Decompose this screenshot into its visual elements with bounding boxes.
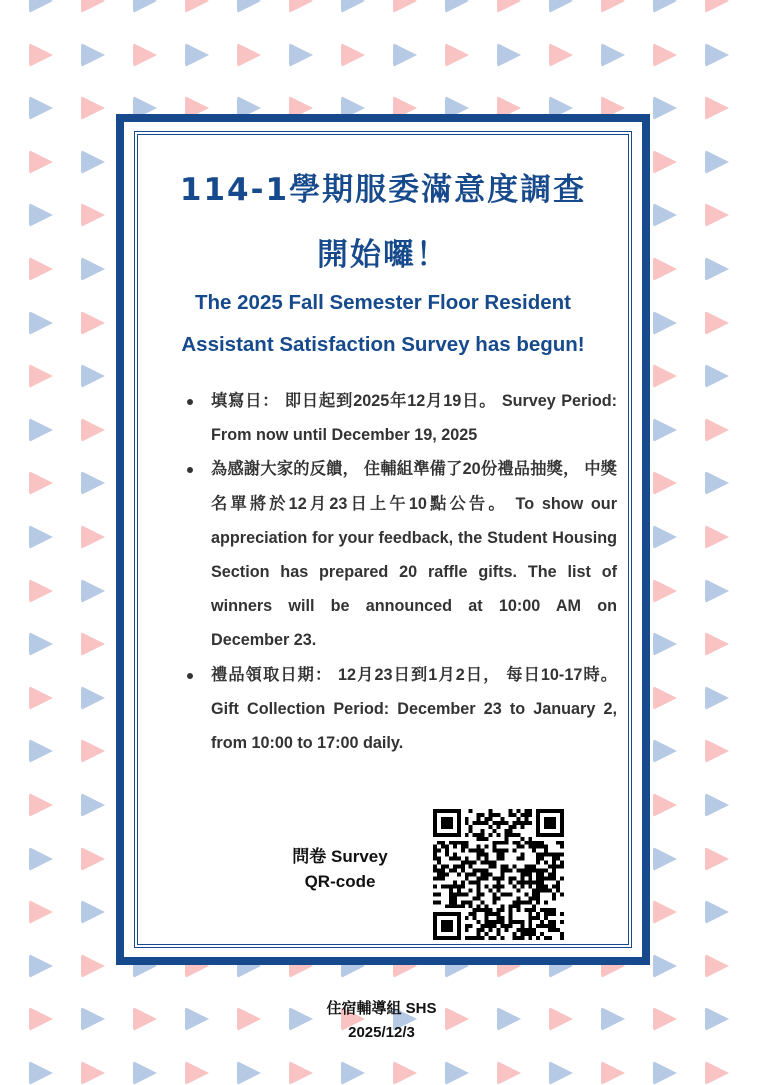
play-triangle-icon	[81, 364, 105, 388]
play-triangle-icon	[445, 1061, 469, 1085]
qr-label-line1: 問卷 Survey	[292, 847, 388, 866]
play-triangle-icon	[653, 1061, 677, 1085]
play-triangle-icon	[29, 686, 53, 710]
play-triangle-icon	[393, 0, 417, 13]
bullet-text: 填寫日： 即日起到2025年12月19日。 Survey Period: From now until December 19, 2025	[211, 392, 617, 445]
play-triangle-icon	[81, 793, 105, 817]
play-triangle-icon	[653, 579, 677, 603]
play-triangle-icon	[29, 311, 53, 335]
play-triangle-icon	[497, 0, 521, 13]
play-triangle-icon	[497, 1061, 521, 1085]
play-triangle-icon	[81, 311, 105, 335]
play-triangle-icon	[653, 793, 677, 817]
play-triangle-icon	[81, 900, 105, 924]
play-triangle-icon	[705, 203, 729, 227]
play-triangle-icon	[185, 43, 209, 67]
title-english	[135, 282, 631, 366]
play-triangle-icon	[81, 203, 105, 227]
bullet-gift-collection	[181, 658, 617, 761]
play-triangle-icon	[29, 150, 53, 174]
play-triangle-icon	[393, 1061, 417, 1085]
title-english-line1: The 2025 Fall Semester Floor Resident	[195, 291, 571, 314]
play-triangle-icon	[185, 0, 209, 13]
play-triangle-icon	[289, 43, 313, 67]
play-triangle-icon	[445, 0, 469, 13]
bullet-dot-icon	[187, 467, 193, 473]
play-triangle-icon	[29, 203, 53, 227]
play-triangle-icon	[653, 847, 677, 871]
poster-frame	[116, 114, 650, 965]
play-triangle-icon	[601, 43, 625, 67]
bullet-text: 禮品領取日期： 12月23日到1月2日， 每日10-17時。 Gift Collection Period: December 23 to January 2, from 10:00 to 17:00 daily.	[211, 665, 617, 753]
play-triangle-icon	[81, 96, 105, 120]
play-triangle-icon	[133, 43, 157, 67]
play-triangle-icon	[133, 1061, 157, 1085]
play-triangle-icon	[705, 686, 729, 710]
play-triangle-icon	[29, 0, 53, 13]
footer-organization: 住宿輔導組 SHS	[326, 1000, 437, 1017]
play-triangle-icon	[185, 1061, 209, 1085]
play-triangle-icon	[29, 847, 53, 871]
play-triangle-icon	[29, 579, 53, 603]
title-english-line2: Assistant Satisfaction Survey has begun!	[181, 333, 585, 356]
play-triangle-icon	[653, 900, 677, 924]
play-triangle-icon	[653, 364, 677, 388]
bullet-raffle	[181, 452, 617, 657]
play-triangle-icon	[705, 847, 729, 871]
play-triangle-icon	[705, 150, 729, 174]
play-triangle-icon	[29, 364, 53, 388]
play-triangle-icon	[29, 954, 53, 978]
play-triangle-icon	[549, 43, 573, 67]
play-triangle-icon	[549, 1061, 573, 1085]
poster-inner-border	[134, 131, 632, 948]
play-triangle-icon	[705, 632, 729, 656]
play-triangle-icon	[653, 632, 677, 656]
play-triangle-icon	[81, 43, 105, 67]
play-triangle-icon	[705, 525, 729, 549]
play-triangle-icon	[705, 311, 729, 335]
play-triangle-icon	[705, 900, 729, 924]
title-chinese-line1: 114-1學期服委滿意度調查	[179, 172, 587, 208]
play-triangle-icon	[601, 1061, 625, 1085]
play-triangle-icon	[601, 0, 625, 13]
footer-date: 2025/12/3	[348, 1024, 415, 1041]
play-triangle-icon	[653, 0, 677, 13]
play-triangle-icon	[81, 257, 105, 281]
bullet-survey-period	[181, 384, 617, 452]
play-triangle-icon	[653, 150, 677, 174]
play-triangle-icon	[705, 739, 729, 763]
play-triangle-icon	[29, 418, 53, 442]
play-triangle-icon	[653, 203, 677, 227]
play-triangle-icon	[81, 847, 105, 871]
play-triangle-icon	[705, 579, 729, 603]
bullet-dot-icon	[187, 673, 193, 679]
play-triangle-icon	[29, 43, 53, 67]
play-triangle-icon	[653, 96, 677, 120]
play-triangle-icon	[81, 471, 105, 495]
play-triangle-icon	[705, 793, 729, 817]
info-bullet-list	[181, 384, 617, 760]
qr-code-label	[275, 844, 405, 894]
play-triangle-icon	[81, 525, 105, 549]
play-triangle-icon	[81, 579, 105, 603]
play-triangle-icon	[237, 43, 261, 67]
play-triangle-icon	[29, 1061, 53, 1085]
title-chinese-line2: 開始囉！	[317, 237, 449, 273]
play-triangle-icon	[497, 43, 521, 67]
play-triangle-icon	[705, 471, 729, 495]
play-triangle-icon	[549, 0, 573, 13]
play-triangle-icon	[29, 793, 53, 817]
play-triangle-icon	[653, 954, 677, 978]
play-triangle-icon	[237, 0, 261, 13]
play-triangle-icon	[81, 954, 105, 978]
play-triangle-icon	[705, 257, 729, 281]
play-triangle-icon	[393, 43, 417, 67]
play-triangle-icon	[289, 0, 313, 13]
play-triangle-icon	[81, 150, 105, 174]
play-triangle-icon	[29, 471, 53, 495]
play-triangle-icon	[341, 1061, 365, 1085]
play-triangle-icon	[341, 0, 365, 13]
play-triangle-icon	[705, 0, 729, 13]
play-triangle-icon	[29, 525, 53, 549]
qr-code-icon	[433, 809, 564, 940]
bullet-text: 為感謝大家的反饋， 住輔組準備了20份禮品抽獎， 中獎名單將於12月23日上午10點公告。 To show our appreciation for your feedback, the Student Housing Section has prepared 20 raffle gifts. The list of winners will be announced at 10:00 AM on December 23.	[211, 460, 617, 650]
play-triangle-icon	[653, 525, 677, 549]
play-triangle-icon	[705, 96, 729, 120]
play-triangle-icon	[653, 43, 677, 67]
play-triangle-icon	[81, 686, 105, 710]
play-triangle-icon	[653, 686, 677, 710]
play-triangle-icon	[705, 1061, 729, 1085]
play-triangle-icon	[705, 364, 729, 388]
play-triangle-icon	[237, 1061, 261, 1085]
play-triangle-icon	[289, 1061, 313, 1085]
play-triangle-icon	[133, 0, 157, 13]
play-triangle-icon	[705, 43, 729, 67]
play-triangle-icon	[29, 257, 53, 281]
play-triangle-icon	[29, 632, 53, 656]
play-triangle-icon	[81, 739, 105, 763]
play-triangle-icon	[81, 418, 105, 442]
bullet-dot-icon	[187, 399, 193, 405]
play-triangle-icon	[653, 257, 677, 281]
play-triangle-icon	[653, 739, 677, 763]
qr-label-line2: QR-code	[304, 872, 376, 891]
play-triangle-icon	[653, 418, 677, 442]
play-triangle-icon	[341, 43, 365, 67]
survey-qr-code[interactable]	[433, 809, 564, 940]
play-triangle-icon	[81, 0, 105, 13]
play-triangle-icon	[653, 471, 677, 495]
play-triangle-icon	[653, 311, 677, 335]
play-triangle-icon	[81, 1061, 105, 1085]
play-triangle-icon	[705, 418, 729, 442]
play-triangle-icon	[445, 43, 469, 67]
play-triangle-icon	[29, 739, 53, 763]
play-triangle-icon	[705, 954, 729, 978]
play-triangle-icon	[29, 96, 53, 120]
play-triangle-icon	[29, 900, 53, 924]
play-triangle-icon	[81, 632, 105, 656]
